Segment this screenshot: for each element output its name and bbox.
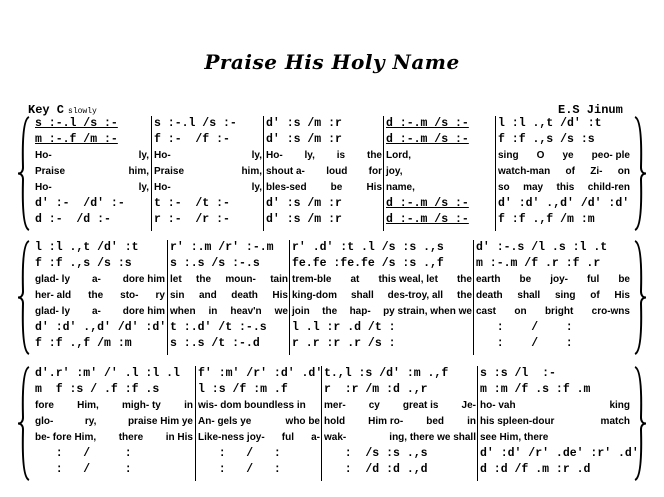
solfa-notes: m :-.f /m :- [35, 133, 118, 146]
lyric-line [386, 148, 494, 164]
lyric-word: be [330, 182, 343, 193]
measure [289, 240, 474, 355]
lyric-word: trem-ble [292, 274, 332, 285]
lyric-word: on [617, 166, 630, 177]
lyric-word: ly, [251, 150, 262, 161]
solfa-notes: r' .d' :t .l /s :s .,s [292, 241, 444, 254]
lyric-line [324, 414, 476, 430]
lyric-line [476, 304, 630, 320]
lyric-line [292, 304, 472, 320]
measure [263, 116, 384, 231]
lyric-word: ye [562, 150, 574, 161]
solfa-notes: s :.s /s :-.s [170, 257, 260, 270]
lyric-word: ry [155, 290, 165, 301]
lyric-word: the [366, 150, 382, 161]
lyric-word: glo- [35, 416, 54, 427]
lyric-word: migh- ty [121, 400, 161, 411]
lyric-word: His [272, 290, 288, 301]
lyric-word: in His [165, 432, 193, 443]
lyric-line [292, 288, 472, 304]
lyric-word: of [590, 290, 600, 301]
lyric-line [498, 164, 630, 180]
lyric-line [386, 164, 494, 180]
lyric-word: O [536, 150, 545, 161]
lyric-word: there [118, 432, 144, 443]
lyric-line [476, 272, 630, 288]
music-system-1 [17, 116, 647, 231]
solfa-notes: d' :d' /r' .de' :r' .d' [480, 447, 639, 460]
lyric-line [476, 288, 630, 304]
lyric-word: in [208, 306, 218, 317]
lyric-word: a- [91, 306, 101, 317]
solfa-notes: d' :d' .,d' /d' :d' [498, 197, 630, 210]
lyric-line [198, 398, 320, 414]
solfa-notes: r :- /r :- [154, 213, 230, 226]
lyric-word: be [618, 274, 630, 285]
lyric-word: his spleen-dour [480, 416, 555, 427]
lyric-line [35, 288, 165, 304]
measure [151, 116, 264, 231]
right-brace [633, 366, 647, 481]
lyric-line [198, 430, 320, 446]
solfa-notes: s :-.l /s :- [154, 117, 237, 130]
measure [195, 366, 322, 481]
solfa-notes: d :-.m /s :- [386, 117, 469, 130]
lyric-word: shall [350, 290, 374, 301]
solfa-notes: f' :m' /r' :d' .d' [198, 367, 323, 380]
lyric-word: be- fore Him, [35, 432, 97, 443]
lyric-word: ry, [84, 416, 97, 427]
solfa-notes: : /d :d .,d [324, 463, 428, 476]
lyric-line [35, 180, 149, 196]
lyric-word: is [336, 150, 346, 161]
lyric-word: wak- [324, 432, 347, 443]
solfa-notes: d :d /f .m :r .d [480, 463, 591, 476]
lyric-word: may [523, 182, 544, 193]
lyric-word: earth [476, 274, 501, 285]
lyric-word: peo- ple [591, 150, 630, 161]
lyric-word: tain [270, 274, 288, 285]
lyric-word: the [456, 274, 472, 285]
solfa-notes: l .l :r .d /t : [292, 321, 396, 334]
lyric-line [35, 398, 193, 414]
lyric-word: Him, [77, 400, 99, 411]
lyric-word: des-troy, all [387, 290, 444, 301]
solfa-notes: l :l .,t /d' :t [498, 117, 602, 130]
lyric-word: loud [326, 166, 348, 177]
solfa-notes: s :s /l :- [480, 367, 556, 380]
lyric-word: in [467, 416, 476, 427]
lyric-word: great is [402, 400, 439, 411]
solfa-notes: : / : [35, 447, 132, 460]
lyric-line [35, 304, 165, 320]
lyric-word: at [350, 274, 360, 285]
lyric-word: and [198, 290, 217, 301]
solfa-notes: m f :s / .f :f .s [35, 383, 160, 396]
lyric-word: ly, [138, 150, 149, 161]
lyric-line [498, 148, 630, 164]
lyric-word: the [322, 306, 338, 317]
solfa-notes: f :f .,f /m :m [35, 337, 132, 350]
lyric-word: the [196, 274, 211, 285]
left-brace [17, 240, 31, 355]
left-brace [17, 116, 31, 231]
measure-group [33, 366, 639, 481]
lyric-word: Him ro- [368, 416, 404, 427]
lyric-line [480, 398, 630, 414]
lyric-word: Lord, [386, 150, 411, 161]
lyric-word: py strain, when we [383, 306, 472, 317]
solfa-notes: d' :s /m :r [266, 197, 342, 210]
solfa-notes: s :.s /t :-.d [170, 337, 260, 350]
solfa-notes: : / : [476, 321, 573, 334]
solfa-notes: r .r :r .r /s : [292, 337, 396, 350]
solfa-notes: s :-.l /s :- [35, 117, 118, 130]
tempo-marking: slowly [68, 107, 97, 116]
key-label: Key C [28, 103, 65, 117]
lyric-word: Praise [154, 166, 185, 177]
solfa-notes: d :-.m /s :- [386, 133, 469, 146]
lyric-word: cast [476, 306, 497, 317]
measure [33, 116, 151, 231]
lyric-word: praise Him ye [127, 416, 193, 427]
lyric-word: a- [91, 274, 101, 285]
solfa-notes: : / : [35, 463, 132, 476]
lyric-line [35, 414, 193, 430]
lyric-line [480, 414, 630, 430]
lyric-word: king [609, 400, 630, 411]
solfa-notes: d' :s /m :r [266, 117, 342, 130]
measure [33, 366, 195, 481]
song-title: Praise His Holy Name [204, 50, 460, 74]
lyric-word: fore [35, 400, 54, 411]
lyric-word: Ho- [266, 150, 283, 161]
lyric-word: heav'n [230, 306, 262, 317]
lyric-word: the [457, 290, 472, 301]
lyric-word: match [600, 416, 630, 427]
lyric-line [324, 430, 476, 446]
lyric-word: so [498, 182, 510, 193]
lyric-word: sing [554, 290, 576, 301]
lyric-word: wis- dom boundless in [198, 400, 306, 411]
solfa-notes: d' :d' .,d' /d' :d' [35, 321, 167, 334]
lyric-word: this [556, 182, 575, 193]
lyric-word: Zi- [590, 166, 603, 177]
lyric-word: shall [517, 290, 541, 301]
lyric-word: the [88, 290, 104, 301]
measure-group [33, 240, 631, 355]
lyric-word: ful [587, 274, 600, 285]
solfa-notes: fe.fe :fe.fe /s :s .,f [292, 257, 444, 270]
lyric-word: Je- [461, 400, 476, 411]
lyric-word: His [366, 182, 382, 193]
solfa-notes: l :l .,t /d' :t [35, 241, 139, 254]
solfa-notes: f :f .,f /m :m [498, 213, 595, 226]
lyric-line [35, 164, 149, 180]
right-brace [633, 240, 647, 355]
lyric-word: dore him [122, 306, 165, 317]
left-brace [17, 366, 31, 481]
lyric-word: sin [170, 290, 185, 301]
measure [495, 116, 632, 231]
measure [473, 240, 632, 355]
lyric-word: dore him [122, 274, 165, 285]
music-system-3 [17, 366, 647, 481]
lyric-word: bed [426, 416, 445, 427]
solfa-notes: : /s :s .,s [324, 447, 428, 460]
lyric-line [154, 148, 262, 164]
measure [33, 240, 167, 355]
lyric-line [324, 398, 476, 414]
lyric-word: Ho- [35, 150, 52, 161]
lyric-word: joy- [550, 274, 568, 285]
lyric-word: him, [241, 166, 262, 177]
measure [167, 240, 290, 355]
lyric-word: Ho- [154, 182, 171, 193]
right-brace [633, 116, 647, 231]
solfa-notes: t :.d' /t :-.s [170, 321, 267, 334]
lyric-word: sto- [120, 290, 139, 301]
solfa-notes: t :- /t :- [154, 197, 230, 210]
solfa-notes: : / : [476, 337, 573, 350]
key-signature [28, 103, 97, 117]
lyric-word: Ho- [154, 150, 171, 161]
lyric-word: ly, [251, 182, 262, 193]
lyric-line [480, 430, 630, 446]
lyric-word: Praise [35, 166, 66, 177]
lyric-word: ho- vah [480, 400, 516, 411]
lyric-word: who be [285, 416, 320, 427]
measure [321, 366, 478, 481]
lyric-word: bles-sed [266, 182, 307, 193]
solfa-notes: f :- /f :- [154, 133, 230, 146]
lyric-word: watch-man [498, 166, 551, 177]
solfa-notes: : / : [198, 463, 281, 476]
lyric-line [35, 430, 193, 446]
lyric-word: see Him, there [480, 432, 549, 443]
solfa-notes: d' :s /m :r [266, 133, 342, 146]
solfa-notes: r :r /m :d .,r [324, 383, 428, 396]
lyric-word: Like-ness joy- [198, 432, 265, 443]
lyric-word: in [184, 400, 193, 411]
lyric-line [198, 414, 320, 430]
lyric-word: cy [368, 400, 380, 411]
lyric-line [292, 272, 472, 288]
lyric-word: bright [544, 306, 574, 317]
solfa-notes: r' :.m /r' :-.m [170, 241, 274, 254]
lyric-word: His [614, 290, 630, 301]
measure [477, 366, 639, 481]
lyric-word: An- gels ye [198, 416, 252, 427]
lyric-line [498, 180, 630, 196]
lyric-word: king-dom [292, 290, 337, 301]
solfa-notes: f :f .,s /s :s [498, 133, 595, 146]
solfa-notes: t.,l :s /d' :m .,f [324, 367, 449, 380]
lyric-line [266, 180, 382, 196]
lyric-line [266, 148, 382, 164]
lyric-word: ly, [138, 182, 149, 193]
lyric-line [154, 180, 262, 196]
solfa-notes: d :- /d :- [35, 213, 111, 226]
lyric-word: Ho- [35, 182, 52, 193]
lyric-word: her- ald [35, 290, 72, 301]
lyric-word: of [565, 166, 575, 177]
lyric-line [386, 180, 494, 196]
lyric-word: hold [324, 416, 346, 427]
lyric-line [35, 272, 165, 288]
lyric-line [170, 272, 288, 288]
lyric-word: moun- [225, 274, 256, 285]
lyric-word: joy, [386, 166, 403, 177]
lyric-word: him, [128, 166, 149, 177]
lyric-word: ing, there we shall [389, 432, 476, 443]
solfa-notes: d'.r' :m' /' .l :l .l [35, 367, 180, 380]
measure-group [33, 116, 631, 231]
lyric-word: mer- [324, 400, 346, 411]
lyric-word: be [519, 274, 532, 285]
lyric-word: glad- ly [35, 274, 71, 285]
solfa-notes: l :s /f :m .f [198, 383, 288, 396]
lyric-word: ful [281, 432, 294, 443]
lyric-word: on [514, 306, 527, 317]
solfa-notes: d' :s /m :r [266, 213, 342, 226]
lyric-word: let [170, 274, 182, 285]
lyric-word: join [292, 306, 310, 317]
lyric-line [170, 288, 288, 304]
solfa-notes: f :f .,s /s :s [35, 257, 132, 270]
lyric-word: shout a- [266, 166, 305, 177]
lyric-word: sing [498, 150, 519, 161]
lyric-word: hap- [349, 306, 371, 317]
solfa-notes: d' :-.s /l .s :l .t [476, 241, 608, 254]
lyric-word: we [274, 306, 288, 317]
lyric-word: when [170, 306, 196, 317]
music-system-2 [17, 240, 647, 355]
lyric-line [170, 304, 288, 320]
lyric-word: child-ren [587, 182, 630, 193]
solfa-notes: d :-.m /s :- [386, 197, 469, 210]
lyric-word: ly, [304, 150, 315, 161]
measure [383, 116, 496, 231]
solfa-notes: d :-.m /s :- [386, 213, 469, 226]
lyric-word: this weal, let [378, 274, 438, 285]
solfa-notes: : / : [198, 447, 281, 460]
lyric-line [35, 148, 149, 164]
lyric-word: glad- ly [35, 306, 71, 317]
solfa-notes: m :m /f .s :f .m [480, 383, 591, 396]
solfa-notes: d' :- /d' :- [35, 197, 125, 210]
lyric-word: death [231, 290, 258, 301]
solfa-notes: m :-.m /f .r :f .r [476, 257, 601, 270]
lyric-word: for [368, 166, 382, 177]
composer-name: E.S Jinum [558, 103, 623, 117]
lyric-line [154, 164, 262, 180]
lyric-word: name, [386, 182, 415, 193]
lyric-word: death [476, 290, 503, 301]
lyric-word: a- [311, 432, 320, 443]
lyric-line [266, 164, 382, 180]
lyric-word: cro-wns [591, 306, 630, 317]
